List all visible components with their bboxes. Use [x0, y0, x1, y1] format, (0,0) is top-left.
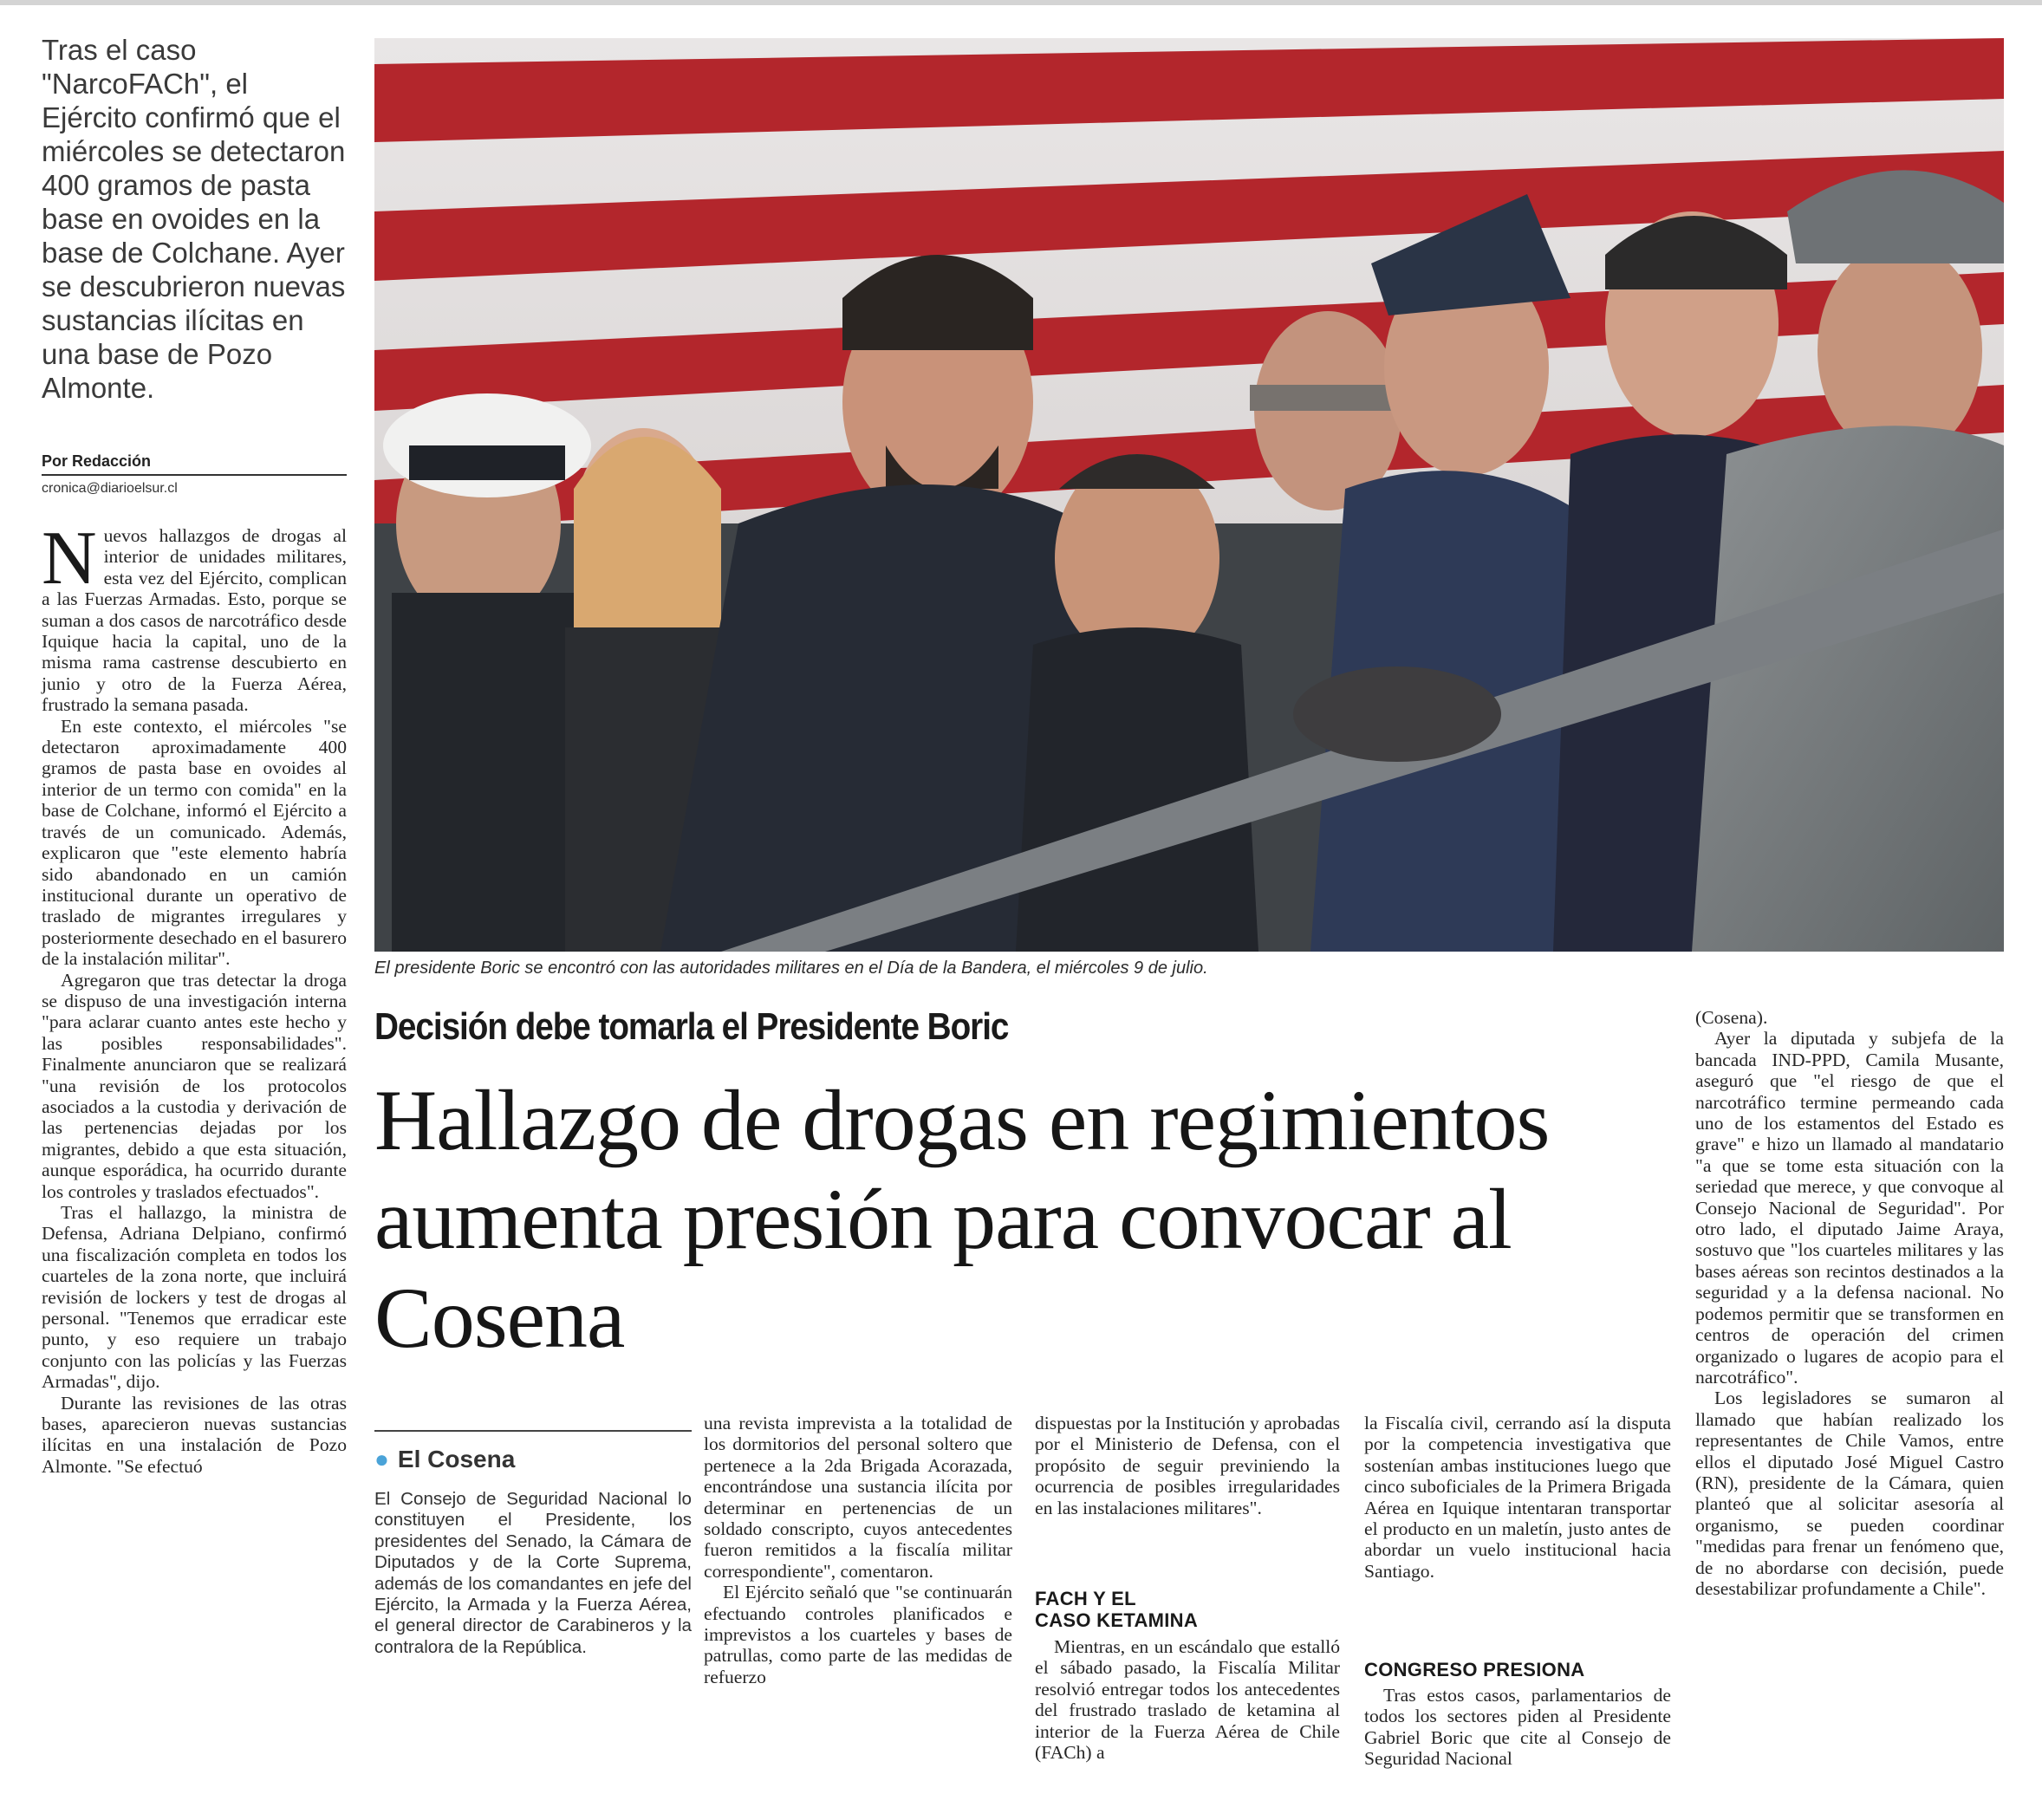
dropcap: N — [42, 517, 97, 601]
article-headline: Hallazgo de drogas en regimientos aumenta presión para convocar al Cosena — [374, 1072, 1550, 1366]
subhead-fach-line1: FACH Y EL — [1035, 1588, 1136, 1609]
col2-paragraph-1: una revista imprevista a la totalidad de los dormitorios del personal soltero que pertenece a la 2da Brigada Acorazada, encontrándose una sustancia ilícita por determinar en pertenencias de un soldado conscripto, cuyos antecedentes fueron remitidos a la fiscalía militar correspondiente", comentaron. — [704, 1413, 1012, 1582]
left-paragraph-2: En este contexto, el miércoles "se detectaron aproximadamente 400 gramos de pasta base en ovoides al interior de un termo con comida" en la base de Colchane, informó el Ejército a través de un comunicado. Además, explicaron que "este elemento habría sido abandonado en un camión institucional durante un operativo de traslado de migrantes irregulares y posteriormente desechado en el basurero de la instalación militar". — [42, 715, 347, 970]
ceremony-photo-illustration — [374, 38, 2004, 952]
byline-email: cronica@diarioelsur.cl — [42, 481, 178, 496]
left-paragraph-3: Agregaron que tras detectar la droga se dispuso de una investigación interna "para aclarar cuanto antes este hecho y las posibles responsabilidades". Finalmente anunciaron que se realizará "una revisión de los protocolos asociados a la custodia y derivación de las pertenencias dejadas por los migrantes, debido a que esta situación, aunque esporádica, ha ocurrido durante los controles y traslados efectuados". — [42, 969, 347, 1202]
subhead-congreso: CONGRESO PRESIONA — [1364, 1659, 1585, 1680]
body-column-3 — [1035, 1413, 1340, 1518]
col4-paragraph-2: Tras estos casos, parlamentarios de todos los sectores piden al Presidente Gabriel Boric que cite al Consejo de Seguridad Nacional — [1364, 1685, 1671, 1770]
col2-paragraph-2: El Ejército señaló que "se continuarán efectuando controles planificados e imprevistos a los cuarteles y bases de patrullas, como parte de las medidas de refuerzo — [704, 1582, 1012, 1687]
col4-paragraph-1: la Fiscalía civil, cerrando así la disputa por la competencia investigativa que sostenían ambas instituciones luego que cinco suboficiales de la Primera Brigada Aérea en Iquique intentaran transportar el producto en un maletín, justo antes de abordar un vuelo institucional hacia Santiago. — [1364, 1413, 1671, 1582]
byline-rule — [42, 474, 347, 476]
sidebar-box-rule — [374, 1430, 692, 1432]
sidebar-box-title-text: El Cosena — [397, 1446, 516, 1472]
left-paragraph-1-text: uevos hallazgos de drogas al interior de unidades militares, esta vez del Ejército, complican a las Fuerzas Armadas. Esto, porque se suman a dos casos de narcotráfico desde Iquique hacia la capital, uno de la misma rama castrense descubierto en junio y otro de la Fuerza Aérea, frustrado la semana pasada. — [42, 525, 347, 716]
subhead-fach — [1035, 1588, 1198, 1631]
right-paragraph-1: Ayer la diputada y subjefa de la bancada IND-PPD, Camila Musante, aseguró que "el riesgo de que el narcotráfico termine permeando cada uno de los estamentos del Estado es grave" e hizo un llamado al mandatario "a que se tome esta situación con la seriedad que merece, y que convoque al Consejo Nacional de Seguridad". Por otro lado, el diputado Jaime Araya, sostuvo que "los cuarteles militares y las bases aéreas son recintos destinados a la seguridad y a la defensa nacional. No podemos permitir que se transformen en centros de operación del crimen organizado o lugares de acopio para el narcotráfico". — [1695, 1028, 2004, 1388]
subhead-fach-line2: CASO KETAMINA — [1035, 1609, 1199, 1631]
sidebar-box-title — [374, 1446, 515, 1473]
left-paragraph-4: Tras el hallazgo, la ministra de Defensa, Adriana Delpiano, confirmó una fiscalización completa en todos los cuarteles de la zona norte, que incluirá revisión de lockers y test de drogas al personal. "Tenemos que erradicar este punto, y eso requiere un trabajo conjunto con las policías y las Fuerzas Armadas", dijo. — [42, 1202, 347, 1393]
body-column-2 — [704, 1413, 1012, 1687]
article-lede: Tras el caso "NarcoFACh", el Ejército confirmó que el miércoles se detectaron 400 gramos de pasta base en ovoides en la base de Colchane. Ayer se descubrieron nuevas sustancias ilícitas en una base de Pozo Almonte. — [42, 34, 346, 404]
byline-author: Por Redacción — [42, 452, 152, 470]
news-photo — [374, 38, 2004, 952]
right-paragraph-2: Los legisladores se sumaron al llamado que habían realizado los representantes de Chile Vamos, entre ellos el diputado José Miguel Castro (RN), presidente de la Cámara, quien planteó que al solicitar asesoría al organismo, se pueden coordinar "medidas para frenar un fenómeno que, de no abordarse con decisión, puede desestabilizar profundamente a Chile". — [1695, 1388, 2004, 1599]
sidebar-box-paragraph: El Consejo de Seguridad Nacional lo constituyen el Presidente, los presidentes del Senado, la Cámara de Diputados y de la Corte Suprema, además de los comandantes en jefe del Ejército, la Armada y la Fuerza Aérea, el general director de Carabineros y la contralora de la República. — [374, 1489, 692, 1657]
left-column — [42, 517, 347, 1477]
photo-caption: El presidente Boric se encontró con las autoridades militares en el Día de la Bandera, el miércoles 9 de julio. — [374, 959, 1208, 978]
right-column — [1695, 1007, 2004, 1599]
top-rule — [0, 0, 2042, 5]
right-paragraph-0: (Cosena). — [1695, 1007, 1768, 1028]
col3-paragraph-2: Mientras, en un escándalo que estalló el sábado pasado, la Fiscalía Militar resolvió entregar todos los antecedentes del frustrado traslado de ketamina al interior de la Fuerza Aérea de Chile (FACh) a — [1035, 1636, 1340, 1764]
left-paragraph-1 — [42, 517, 347, 716]
body-column-4 — [1364, 1413, 1671, 1582]
article-kicker: Decisión debe tomarla el Presidente Boric — [374, 1005, 1009, 1048]
body-column-3b — [1035, 1636, 1340, 1763]
body-column-4b — [1364, 1685, 1671, 1770]
sidebar-box-text — [374, 1489, 692, 1658]
byline — [42, 452, 347, 497]
col3-paragraph-1: dispuestas por la Institución y aprobadas por el Ministerio de Defensa, con el propósito de seguir previniendo la ocurrencia de posibles irregularidades en las instalaciones militares". — [1035, 1413, 1340, 1518]
bullet-dot-icon: ● — [374, 1446, 389, 1472]
left-paragraph-5: Durante las revisiones de las otras bases, aparecieron nuevas sustancias ilícitas en una instalación de Pozo Almonte. "Se efectuó — [42, 1392, 347, 1477]
